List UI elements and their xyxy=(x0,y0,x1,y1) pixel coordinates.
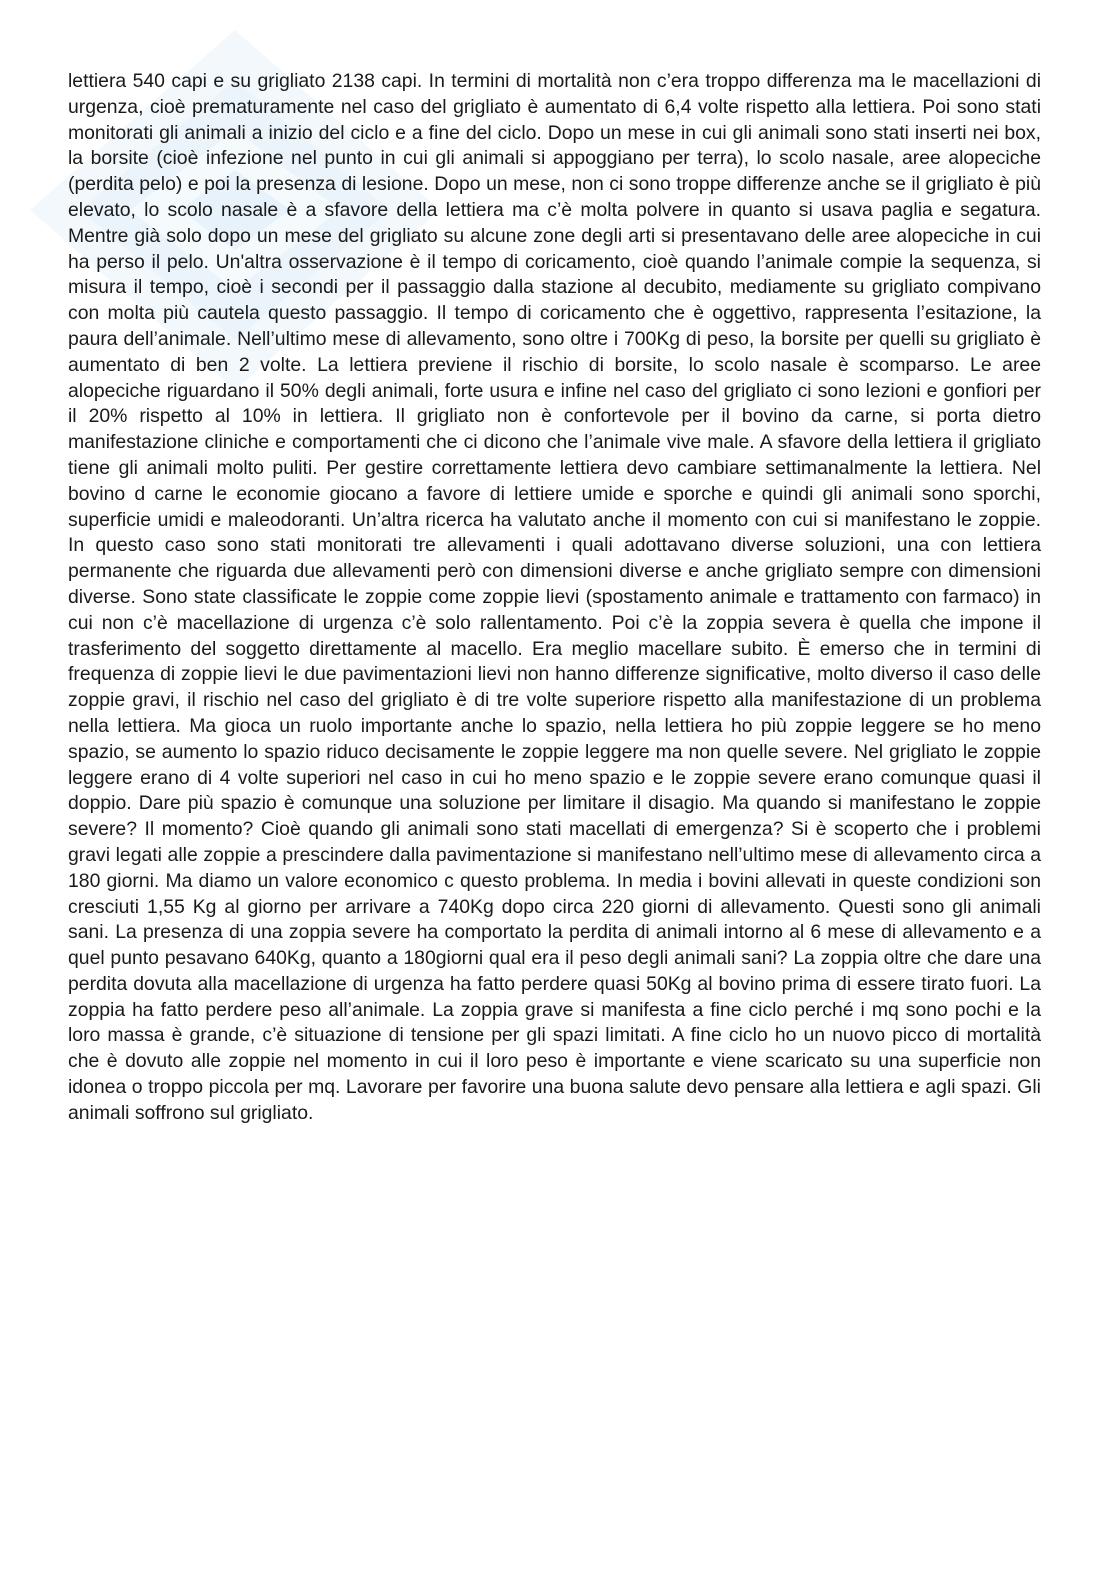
body-text: lettiera 540 capi e su grigliato 2138 capi. In termini di mortalità non c’era troppo differenza ma le macellazioni di urgenza, cioè prematuramente nel caso del grigliato è aumentato di 6,4 volte rispetto alla lettiera. Poi sono stati monitorati gli animali a inizio del ciclo e a fine del ciclo. Dopo un mese in cui gli animali sono stati inserti nei box, la borsite (cioè infezione nel punto in cui gli animali si appoggiano per terra), lo scolo nasale, aree alopeciche (perdita pelo) e poi la presenza di lesione. Dopo un mese, non ci sono troppe differenze anche se il grigliato è più elevato, lo scolo nasale è a sfavore della lettiera ma c’è molta polvere in quanto si usava paglia e segatura. Mentre già solo dopo un mese del grigliato su alcune zone degli arti si presentavano delle aree alopeciche in cui ha perso il pelo. Un'altra osservazione è il tempo di coricamento, cioè quando l’animale compie la sequenza, si misura il tempo, cioè i secondi per il passaggio dalla stazione al decubito, mediamente su grigliato compivano con molta più cautela questo passaggio. Il tempo di coricamento che è oggettivo, rappresenta l’esitazione, la paura dell’animale. Nell’ultimo mese di allevamento, sono oltre i 700Kg di peso, la borsite per quelli su grigliato è aumentato di ben 2 volte. La lettiera previene il rischio di borsite, lo scolo nasale è scomparso. Le aree alopeciche riguardano il 50% degli animali, forte usura e infine nel caso del grigliato ci sono lezioni e gonfiori per il 20% rispetto al 10% in lettiera. Il grigliato non è confortevole per il bovino da carne, si porta dietro manifestazione cliniche e comportamenti che ci dicono che l’animale vive male. A sfavore della lettiera il grigliato tiene gli animali molto puliti. Per gestire correttamente lettiera devo cambiare settimanalmente la lettiera. Nel bovino d carne le economie giocano a favore di lettiere umide e sporche e quindi gli animali sono sporchi, superficie umidi e maleodoranti. Un’altra ricerca ha valutato anche il momento con cui si manifestano le zoppie. In questo caso sono stati monitorati tre allevamenti i quali adottavano diverse soluzioni, una con lettiera permanente che riguarda due allevamenti però con dimensioni diverse e anche grigliato sempre con dimensioni diverse. Sono state classificate le zoppie come zoppie lievi (spostamento animale e trattamento con farmaco) in cui non c’è macellazione di urgenza c’è solo rallentamento. Poi c’è la zoppia severa è quella che impone il trasferimento del soggetto direttamente al macello. Era meglio macellare subito. È emerso che in termini di frequenza di zoppie lievi le due pavimentazioni lievi non hanno differenze significative, molto diverso il caso delle zoppie gravi, il rischio nel caso del grigliato è di tre volte superiore rispetto alla manifestazione di un problema nella lettiera. Ma gioca un ruolo importante anche lo spazio, nella lettiera ho più zoppie leggere se ho meno spazio, se aumento lo spazio riduco decisamente le zoppie leggere ma non quelle severe. Nel grigliato le zoppie leggere erano di 4 volte superiori nel caso in cui ho meno spazio e le zoppie severe erano comunque quasi il doppio. Dare più spazio è comunque una soluzione per limitare il disagio. Ma quando si manifestano le zoppie severe? Il momento? Cioè quando gli animali sono stati macellati di emergenza? Si è scoperto che i problemi gravi legati alle zoppie a prescindere dalla pavimentazione si manifestano nell’ultimo mese di allevamento circa a 180 giorni. Ma diamo un valore economico c questo problema. In media i bovini allevati in queste condizioni son cresciuti 1,55 Kg al giorno per arrivare a 740Kg dopo circa 220 giorni di allevamento. Questi sono gli animali sani. La presenza di una zoppia severe ha comportato la perdita di animali intorno al 6 mese di allevamento e a quel punto pesavano 640Kg, quanto a 180giorni qual era il peso degli animali sani? La zoppia oltre che dare una perdita dovuta alla macellazione di urgenza ha fatto perdere quasi 50Kg al bovino prima di essere tirato fuori. La zoppia ha fatto perdere peso all’animale. La zoppia grave si manifesta a fine ciclo perché i mq sono pochi e la loro massa è grande, c’è situazione di tensione per gli spazi limitati. A fine ciclo ho un nuovo picco di mortalità che è dovuto alle zoppie nel momento in cui il loro peso è importante e viene scaricato su una superficie non idonea o troppo piccola per mq. Lavorare per favorire una buona salute devo pensare alla lettiera e agli spazi. Gli animali soffrono sul grigliato. xyxy=(68,70,1041,1124)
